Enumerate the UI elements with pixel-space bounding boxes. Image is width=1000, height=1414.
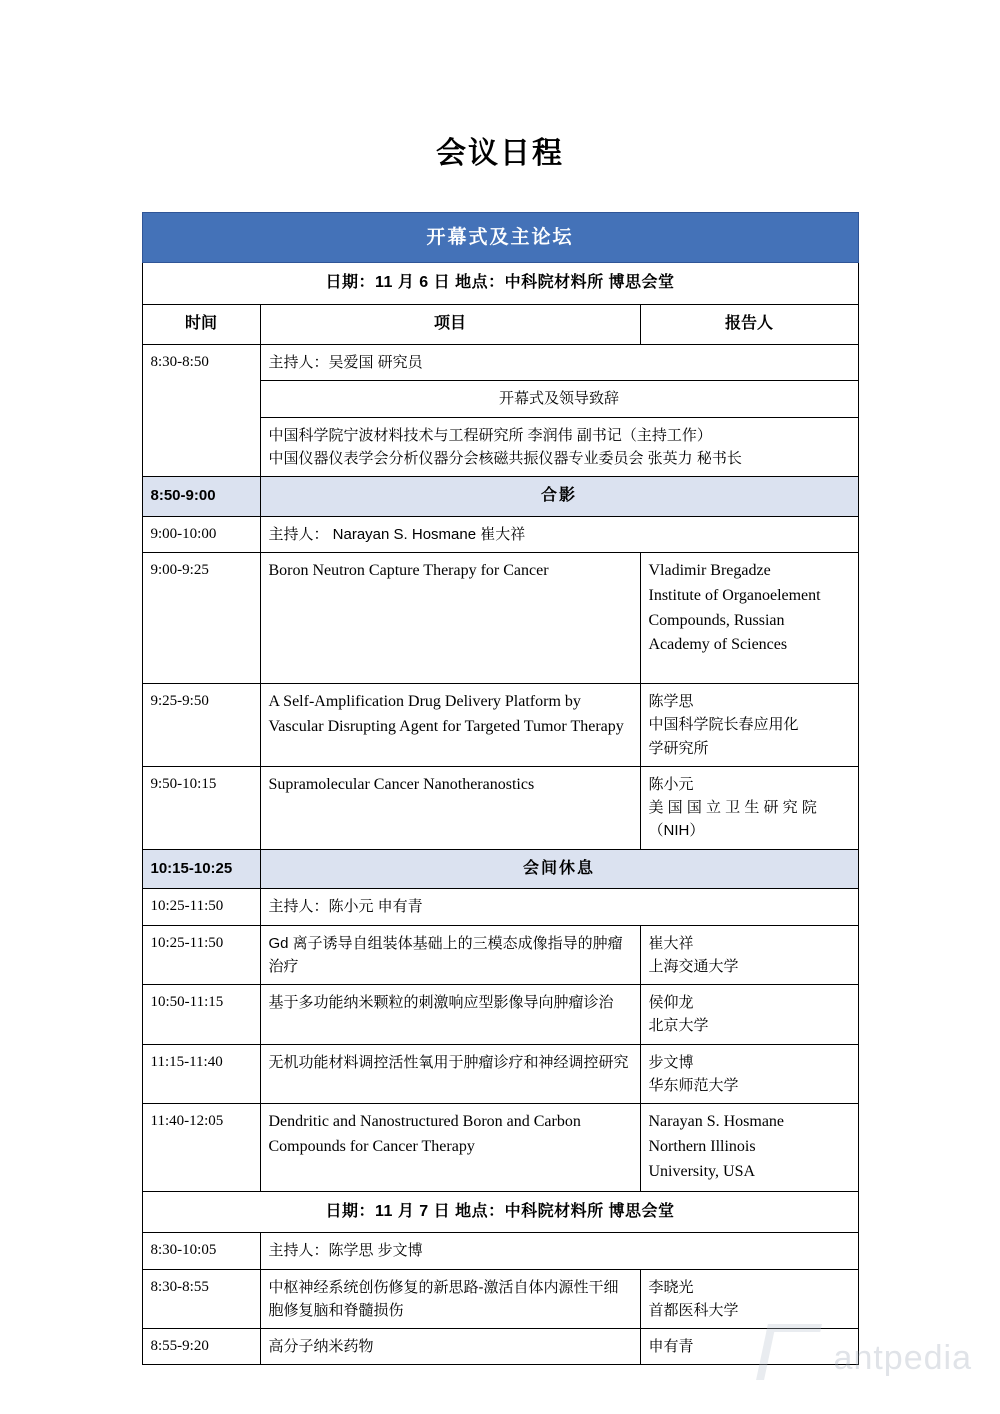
row-item: 开幕式及领导致辞	[260, 381, 858, 417]
column-header-speaker: 报告人	[640, 305, 858, 345]
table-row	[142, 345, 858, 381]
table-row	[142, 1329, 858, 1365]
row-time: 10:50-11:15	[142, 985, 260, 1045]
table-row	[142, 1044, 858, 1104]
row-item: Boron Neutron Capture Therapy for Cancer	[260, 553, 640, 684]
row-time: 8:30-8:50	[142, 345, 260, 477]
speaker-line: 崔大祥	[648, 934, 694, 952]
speaker-line: 华东师范大学	[648, 1076, 739, 1094]
row-speaker	[640, 1044, 858, 1104]
row-time: 10:25-11:50	[142, 889, 260, 925]
speaker-line: 中国科学院长春应用化	[648, 716, 799, 734]
table-row	[142, 985, 858, 1045]
row-time: 9:50-10:15	[142, 766, 260, 849]
table-row	[142, 889, 858, 925]
speaker-line: Narayan S. Hosmane	[648, 1113, 785, 1131]
speaker-line: Institute of Organoelement	[648, 586, 821, 604]
row-item: 主持人： Narayan S. Hosmane 崔大祥	[260, 516, 858, 552]
row-item: 合影	[260, 477, 858, 517]
dateline-day2: 日期：11 月 7 日 地点：中科院材料所 博思会堂	[142, 1191, 858, 1233]
agenda-table	[142, 212, 859, 1365]
row-item: 会间休息	[260, 849, 858, 889]
speaker-line: 李晓光	[648, 1278, 694, 1296]
speaker-line: 美 国 国 立 卫 生 研 究 院	[648, 799, 817, 817]
row-time: 9:25-9:50	[142, 684, 260, 767]
table-header-row	[142, 305, 858, 345]
row-item: A Self-Amplification Drug Delivery Platform by Vascular Disrupting Agent for Targeted Tumor Therapy	[260, 684, 640, 767]
row-item: 主持人：吴爱国 研究员	[260, 345, 858, 381]
row-speaker	[640, 553, 858, 684]
speaker-line: Compounds, Russian	[648, 611, 785, 629]
row-speaker	[640, 766, 858, 849]
table-row	[142, 925, 858, 985]
speaker-line: 陈学思	[648, 693, 694, 711]
dateline-row-day1	[142, 263, 858, 305]
row-item	[260, 417, 858, 477]
column-header-item: 项目	[260, 305, 640, 345]
row-speaker	[640, 925, 858, 985]
speaker-line: 步文博	[648, 1053, 694, 1071]
speaker-line: 侯仰龙	[648, 994, 694, 1012]
speaker-line: University, USA	[648, 1162, 756, 1180]
column-header-time: 时间	[142, 305, 260, 345]
table-row	[142, 516, 858, 552]
table-row-break	[142, 849, 858, 889]
row-item: Supramolecular Cancer Nanotheranostics	[260, 766, 640, 849]
speaker-line: 学研究所	[648, 739, 709, 757]
table-row	[142, 1269, 858, 1329]
row-time: 9:00-10:00	[142, 516, 260, 552]
table-row	[142, 1104, 858, 1191]
table-row	[142, 684, 858, 767]
row-time: 9:00-9:25	[142, 553, 260, 684]
row-item: 主持人：陈学思 步文博	[260, 1233, 858, 1269]
row-time: 10:25-11:50	[142, 925, 260, 985]
row-item-line: 中国科学院宁波材料技术与工程研究所 李润伟 副书记（主持工作）	[268, 426, 712, 444]
speaker-line: 陈小元	[648, 775, 694, 793]
speaker-line: Vladimir Bregadze	[648, 562, 771, 580]
table-row	[142, 766, 858, 849]
row-time: 8:30-8:55	[142, 1269, 260, 1329]
speaker-line: Northern Illinois	[648, 1137, 756, 1155]
speaker-line: 上海交通大学	[648, 957, 739, 975]
row-time: 11:15-11:40	[142, 1044, 260, 1104]
row-item: 无机功能材料调控活性氧用于肿瘤诊疗和神经调控研究	[260, 1044, 640, 1104]
table-row-break	[142, 477, 858, 517]
row-time: 11:40-12:05	[142, 1104, 260, 1191]
banner-label: 开幕式及主论坛	[142, 213, 858, 263]
row-time: 10:15-10:25	[142, 849, 260, 889]
speaker-line: 北京大学	[648, 1017, 709, 1035]
speaker-line: （NIH）	[648, 822, 705, 840]
speaker-line: Academy of Sciences	[648, 636, 788, 654]
row-item: 主持人：陈小元 申有青	[260, 889, 858, 925]
watermark	[762, 1320, 972, 1384]
table-row	[142, 1233, 858, 1269]
table-row	[142, 553, 858, 684]
speaker-line: 首都医科大学	[648, 1301, 739, 1319]
row-time: 8:50-9:00	[142, 477, 260, 517]
speaker-line: 申有青	[648, 1338, 694, 1356]
row-item: 基于多功能纳米颗粒的刺激响应型影像导向肿瘤诊治	[260, 985, 640, 1045]
table-banner-row	[142, 213, 858, 263]
page-title: 会议日程	[436, 137, 564, 170]
dateline-row-day2	[142, 1191, 858, 1233]
row-speaker	[640, 985, 858, 1045]
row-item: Dendritic and Nanostructured Boron and Carbon Compounds for Cancer Therapy	[260, 1104, 640, 1191]
dateline-day1: 日期：11 月 6 日 地点：中科院材料所 博思会堂	[142, 263, 858, 305]
row-speaker	[640, 684, 858, 767]
row-item: 高分子纳米药物	[260, 1329, 640, 1365]
row-time: 8:30-10:05	[142, 1233, 260, 1269]
row-item-line: 中国仪器仪表学会分析仪器分会核磁共振仪器专业委员会 张英力 秘书长	[268, 449, 742, 467]
row-item: 中枢神经系统创伤修复的新思路-激活自体内源性干细胞修复脑和脊髓损伤	[260, 1269, 640, 1329]
row-item: Gd 离子诱导自组装体基础上的三模态成像指导的肿瘤治疗	[260, 925, 640, 985]
row-time: 8:55-9:20	[142, 1329, 260, 1365]
watermark-text: antpedia	[833, 1339, 972, 1377]
watermark-logo-icon	[756, 1324, 822, 1380]
row-speaker	[640, 1104, 858, 1191]
